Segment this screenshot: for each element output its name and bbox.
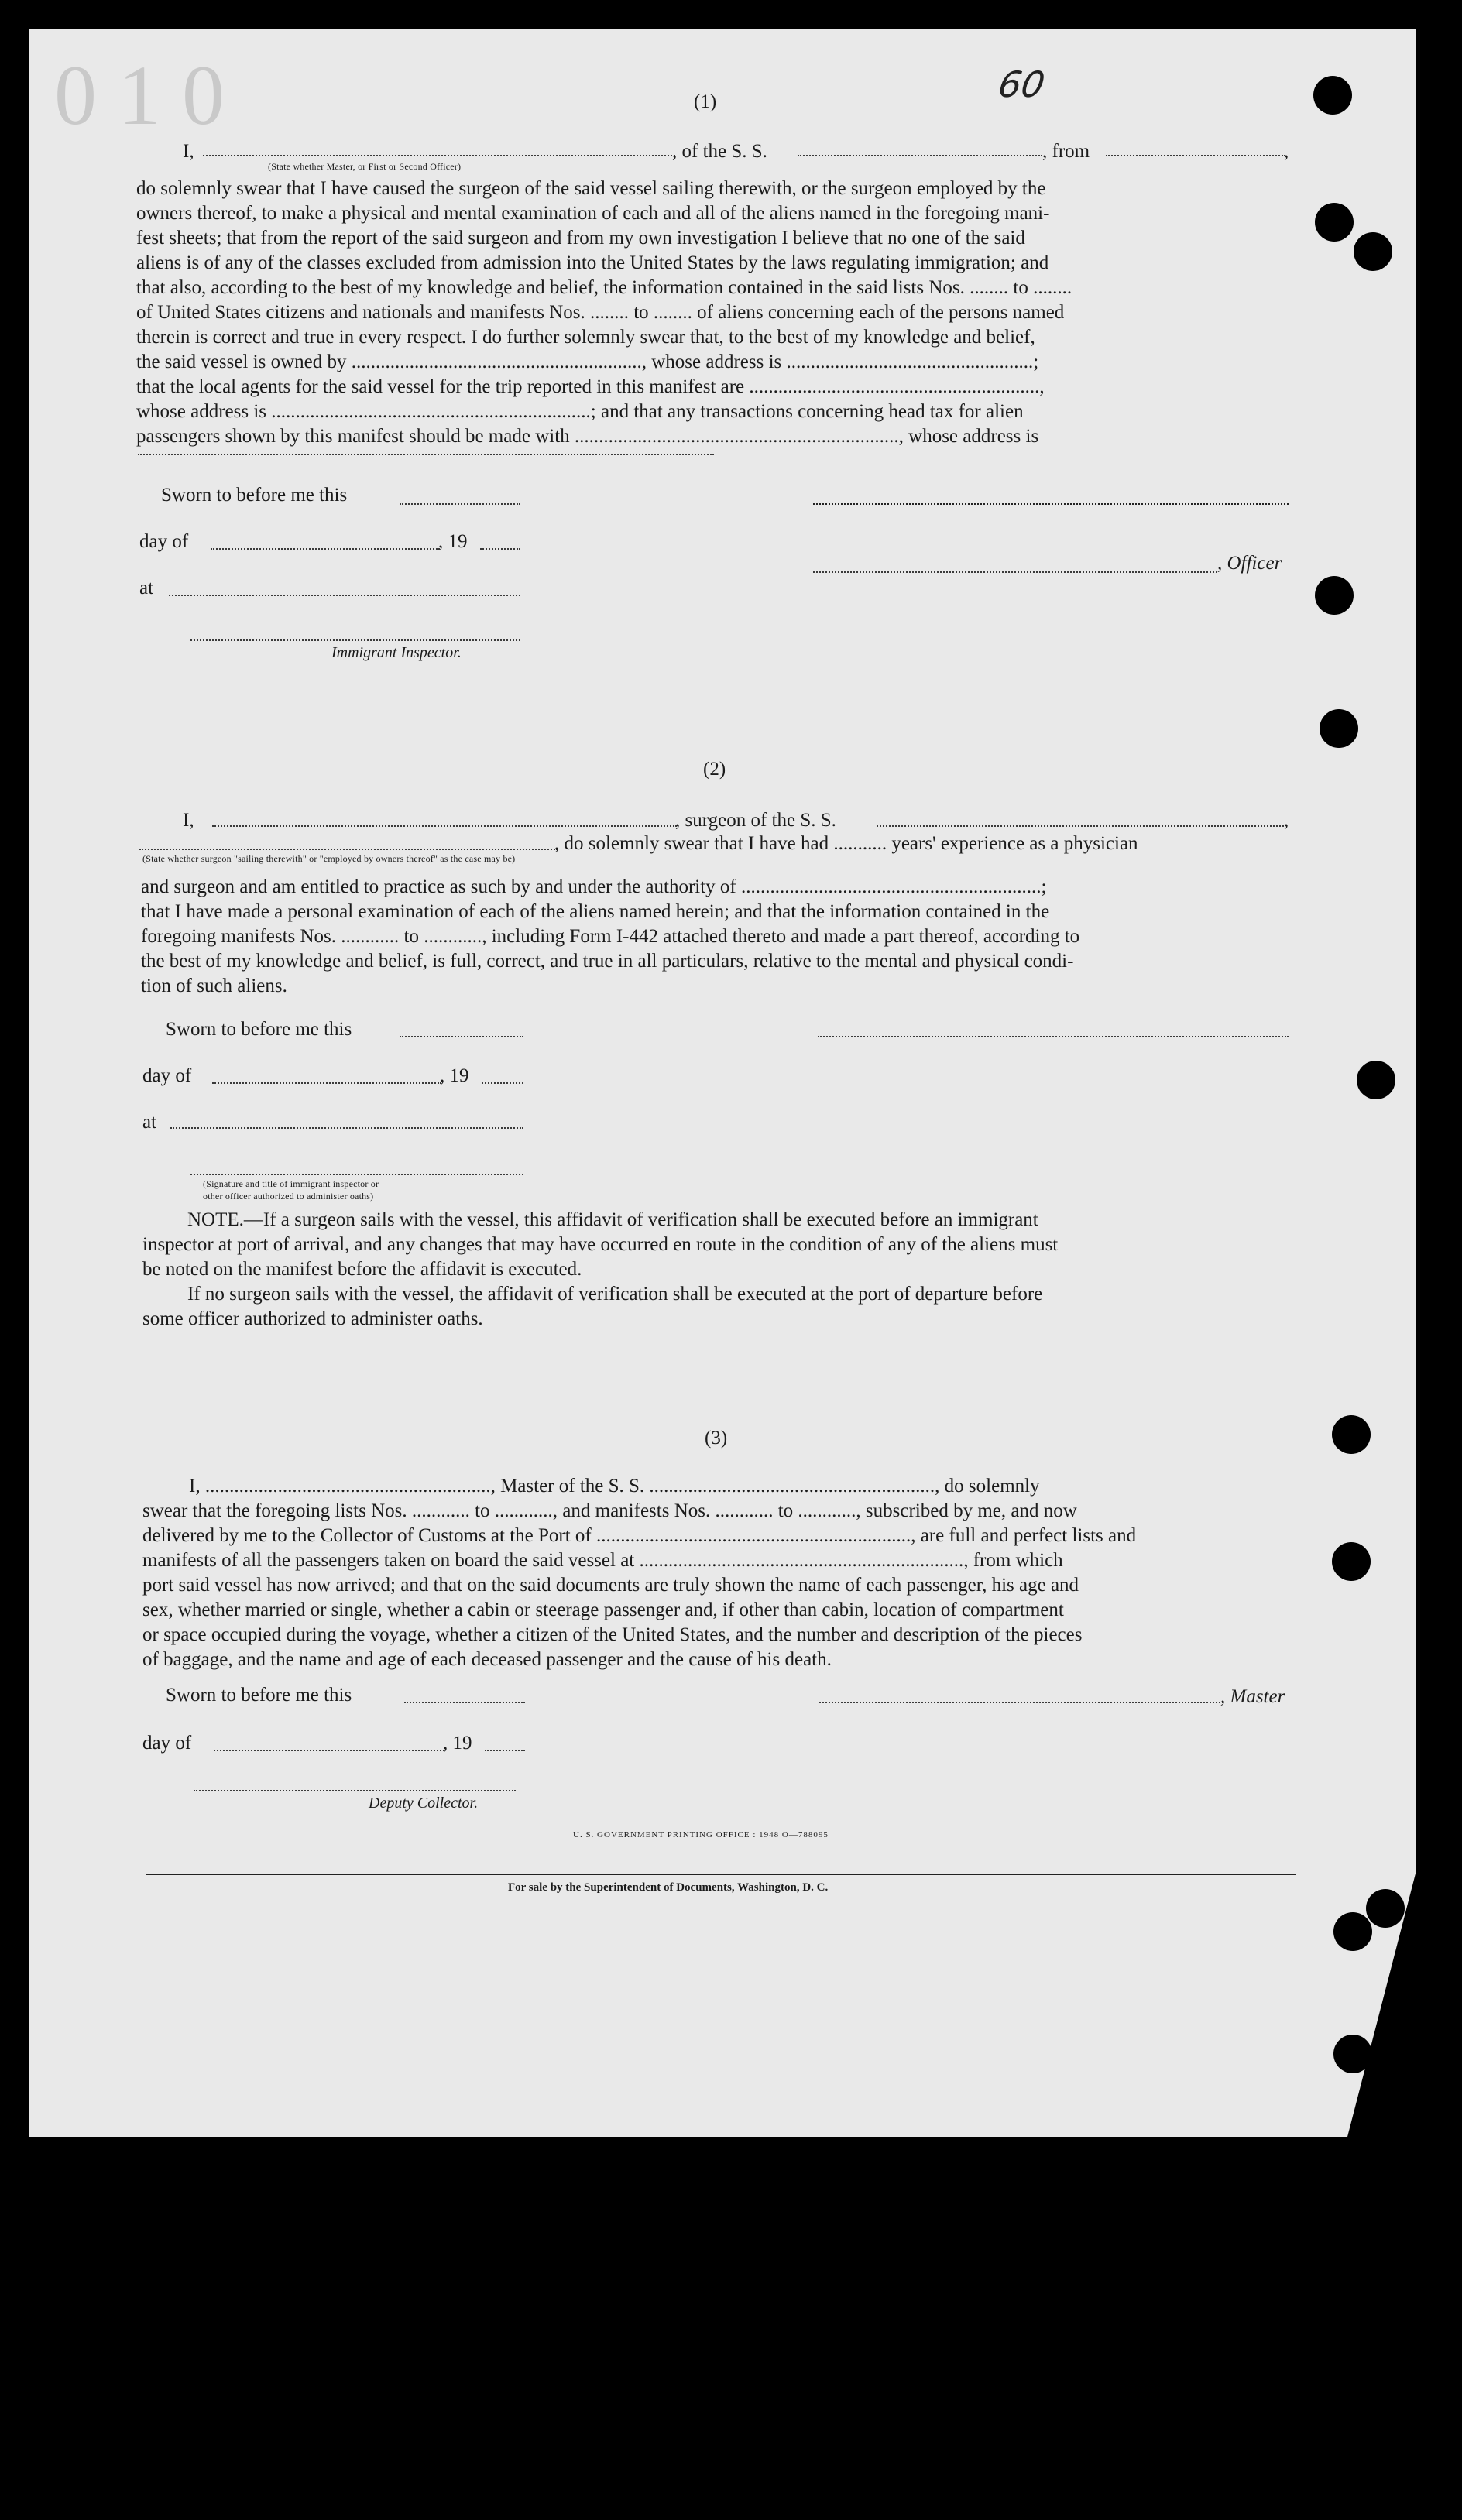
s1-year-blank [480, 548, 520, 550]
s3-master-label: , Master [1220, 1686, 1285, 1707]
punch-hole [1332, 1542, 1371, 1581]
s1-sworn-blank [400, 503, 520, 505]
s2-signature-caption-2: other officer authorized to administer oaths) [203, 1191, 374, 1202]
s1-inspector-label: Immigrant Inspector. [331, 644, 462, 661]
s2-ship-blank [877, 825, 1284, 827]
punch-hole [1357, 1061, 1395, 1099]
s3-deputy-label: Deputy Collector. [369, 1795, 479, 1812]
s3-para-line: manifests of all the passengers taken on board the said vessel at ..................................................................., from which [142, 1550, 1063, 1571]
s2-para-line: that I have made a personal examination of each of the aliens named herein; and that the information contained in the [141, 901, 1050, 922]
s2-year-label: , 19 [440, 1065, 469, 1086]
s1-ship-blank [798, 155, 1042, 156]
s2-day-label: day of [142, 1065, 192, 1086]
s3-day-label: day of [142, 1733, 192, 1754]
s1-para-line: that the local agents for the said vessel for the trip reported in this manifest are ............................................................, [136, 376, 1045, 397]
s3-day-blank [214, 1750, 444, 1751]
s2-line1-ss: , surgeon of the S. S. [675, 810, 836, 831]
s2-note-line: NOTE.—If a surgeon sails with the vessel, this affidavit of verification shall be executed before an immigrant [187, 1209, 1038, 1230]
s1-at-label: at [139, 578, 154, 598]
s3-para-line: swear that the foregoing lists Nos. ............ to ............, and manifests Nos. ............ to ............, subscribed by me, and now [142, 1500, 1077, 1521]
s3-deputy-line [194, 1790, 516, 1791]
s3-para-line: sex, whether married or single, whether a cabin or steerage passenger and, if other than cabin, location of compartment [142, 1599, 1064, 1620]
for-sale-notice: For sale by the Superintendent of Documents, Washington, D. C. [508, 1881, 829, 1894]
s1-para-line: aliens is of any of the classes excluded from admission into the United States by the laws regulating immigration; and [136, 252, 1049, 273]
s1-inspector-line [190, 639, 520, 641]
s1-officer-line [813, 571, 1217, 573]
s1-year-label: , 19 [438, 531, 468, 552]
s1-line1-ss: , of the S. S. [672, 141, 767, 162]
s2-sworn-label: Sworn to before me this [166, 1019, 352, 1040]
s2-signature-caption-line [190, 1174, 523, 1175]
s2-note-line: some officer authorized to administer oaths. [142, 1308, 483, 1329]
punch-hole [1333, 1912, 1372, 1951]
s1-para-line: whose address is ..................................................................; and that any transactions concerning head tax for alien [136, 401, 1024, 422]
section-2-heading: (2) [703, 759, 726, 780]
s1-para-line: of United States citizens and nationals and manifests Nos. ........ to ........ of aliens concerning each of the persons named [136, 302, 1065, 323]
punch-hole [1315, 203, 1354, 242]
s1-para-line: therein is correct and true in every respect. I do further solemnly swear that, to the best of my knowledge and belief, [136, 327, 1035, 348]
s2-line1-i: I, [183, 810, 194, 831]
punch-hole [1315, 576, 1354, 615]
s2-para-line: and surgeon and am entitled to practice as such by and under the authority of ..............................................................; [141, 876, 1047, 897]
faint-stamp: 0 1 0 [54, 48, 225, 142]
s1-para-line: that also, according to the best of my knowledge and belief, the information contained in the said lists Nos. ........ to ........ [136, 277, 1072, 298]
s1-address-blank [138, 454, 714, 455]
s2-signature-line [818, 1036, 1289, 1037]
s2-day-blank [212, 1082, 441, 1084]
s3-para-line: or space occupied during the voyage, whether a citizen of the United States, and the number and description of the pieces [142, 1624, 1083, 1645]
s2-status-blank [139, 849, 558, 850]
punch-hole [1354, 232, 1392, 271]
s2-oath-paragraph [141, 875, 1289, 999]
s2-signature-caption-1: (Signature and title of immigrant inspector or [203, 1178, 379, 1189]
s1-line1-from: , from [1042, 141, 1090, 162]
s2-para-line: foregoing manifests Nos. ............ to ............, including Form I-442 attached thereto and made a part thereof, according to [141, 926, 1080, 947]
s2-note-line: If no surgeon sails with the vessel, the affidavit of verification shall be executed at the port of departure before [187, 1284, 1043, 1305]
footer-rule [146, 1874, 1296, 1875]
s2-line1-end: , [1284, 810, 1289, 831]
s1-at-blank [169, 595, 520, 596]
s2-sworn-blank [400, 1036, 523, 1037]
s1-day-blank [211, 548, 440, 550]
s2-at-label: at [142, 1112, 157, 1133]
s3-para-line: I, ..........................................................., Master of the S. S. ..........................................................., do solemnly [189, 1476, 1040, 1497]
s3-para-line: port said vessel has now arrived; and that on the said documents are truly shown the name of each passenger, his age and [142, 1575, 1079, 1596]
s2-caption: (State whether surgeon "sailing therewith" or "employed by owners thereof" as the case may be) [142, 853, 516, 864]
printing-office-imprint: U. S. GOVERNMENT PRINTING OFFICE : 1948 O—788095 [573, 1830, 829, 1839]
s1-caption: (State whether Master, or First or Second Officer) [268, 161, 462, 172]
punch-hole [1332, 1415, 1371, 1454]
s2-para-line: tion of such aliens. [141, 975, 287, 996]
s3-master-line [819, 1702, 1223, 1703]
s3-sworn-label: Sworn to before me this [166, 1685, 352, 1706]
s2-note-line: be noted on the manifest before the affidavit is executed. [142, 1259, 582, 1280]
s1-para-line: fest sheets; that from the report of the said surgeon and from my own investigation I believe that no one of the said [136, 228, 1025, 249]
page-number: 60 [995, 63, 1048, 105]
s1-para-line: passengers shown by this manifest should be made with ..................................................................., whose address is [136, 426, 1039, 447]
s2-note-line: inspector at port of arrival, and any changes that may have occurred en route in the condition of any of the aliens must [142, 1234, 1059, 1255]
section-3-heading: (3) [705, 1428, 728, 1449]
punch-hole [1366, 1889, 1405, 1928]
s3-oath-paragraph [142, 1474, 1296, 1672]
s2-at-blank [170, 1127, 523, 1129]
section-1-heading: (1) [694, 91, 717, 112]
punch-hole [1320, 709, 1358, 748]
s2-year-blank [482, 1082, 523, 1084]
s1-line1-i: I, [183, 141, 194, 162]
s1-sworn-label: Sworn to before me this [161, 485, 348, 506]
s3-year-blank [485, 1750, 525, 1751]
s2-line2: , do solemnly swear that I have had ........... years' experience as a physician [554, 833, 1138, 854]
s1-para-line: the said vessel is owned by ............................................................, whose address is ...................................................; [136, 351, 1039, 372]
punch-hole [1333, 2035, 1372, 2073]
s1-signature-line [813, 503, 1289, 505]
s2-para-line: the best of my knowledge and belief, is full, correct, and true in all particulars, relative to the mental and physical condi- [141, 951, 1074, 972]
s3-para-line: of baggage, and the name and age of each deceased passenger and the cause of his death. [142, 1649, 832, 1670]
s1-line1-end: , [1284, 141, 1289, 162]
s1-para-line: do solemnly swear that I have caused the surgeon of the said vessel sailing therewith, or the surgeon employed by the [136, 178, 1046, 199]
s1-day-label: day of [139, 531, 189, 552]
punch-hole [1313, 76, 1352, 115]
s2-note [142, 1208, 1292, 1332]
s1-officer-blank [203, 155, 675, 156]
s1-oath-paragraph [136, 177, 1289, 449]
s1-officer-label: , Officer [1217, 553, 1282, 574]
s3-sworn-blank [404, 1702, 525, 1703]
s1-para-line: owners thereof, to make a physical and mental examination of each and all of the aliens named in the foregoing mani- [136, 203, 1050, 224]
s1-from-blank [1106, 155, 1285, 156]
s3-year-label: , 19 [443, 1733, 472, 1754]
s2-surgeon-blank [212, 825, 677, 827]
s3-para-line: delivered by me to the Collector of Customs at the Port of ................................................................., are full and perfect lists and [142, 1525, 1137, 1546]
